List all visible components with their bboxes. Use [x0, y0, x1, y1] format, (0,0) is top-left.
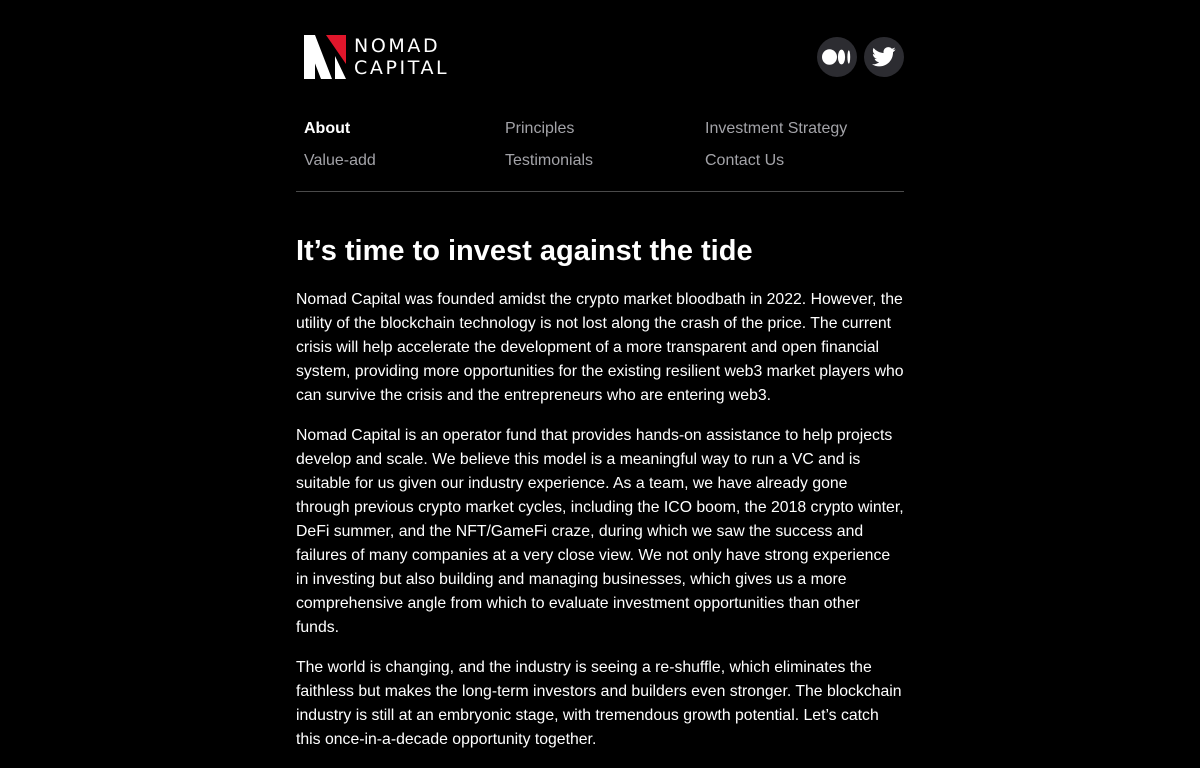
logo-mark-icon [304, 35, 346, 79]
social-links [817, 37, 904, 77]
paragraph-1: Nomad Capital was founded amidst the crypto market bloodbath in 2022. However, the utility of the blockchain technology is not lost along the crash of the price. The current crisis will help accelerate the development of a more transparent and open financial system, providing more opportunities for the existing resilient web3 market players who can survive the crisis and the entrepreneurs who are entering web3. [296, 291, 904, 404]
twitter-icon [872, 47, 896, 67]
nav-item-about[interactable]: About [304, 120, 351, 137]
main-nav [304, 118, 904, 172]
nav-item-value-add[interactable]: Value-add [304, 152, 376, 169]
brand-name-line1: NOMAD [354, 35, 441, 57]
nav-divider [296, 191, 904, 192]
paragraph-2: Nomad Capital is an operator fund that provides hands-on assistance to help projects develop and scale. We believe this model is a meaningful way to run a VC and is suitable for us given our industry experience. As a team, we have already gone through previous crypto market cycles, including the ICO boom, the 2018 crypto winter, DeFi summer, and the NFT/GameFi craze, during which we saw the success and failures of many companies at a very close view. We not only have strong experience in investing but also building and managing businesses, which gives us a more comprehensive angle from which to evaluate investment opportunities than other funds. [296, 427, 904, 636]
twitter-button[interactable] [864, 37, 904, 77]
brand-name-line2: CAPITAL [354, 57, 450, 79]
paragraph-3: The world is changing, and the industry is seeing a re-shuffle, which eliminates the faithless but makes the long-term investors and builders even stronger. The blockchain industry is still at an embryonic stage, with tremendous growth potential. Let’s catch this once-in-a-decade opportunity together. [296, 659, 902, 748]
nav-item-testimonials[interactable]: Testimonials [505, 152, 594, 169]
nav-item-contact-us[interactable]: Contact Us [705, 152, 785, 169]
medium-icon [822, 49, 852, 65]
medium-button[interactable] [817, 37, 857, 77]
nav-item-principles[interactable]: Principles [505, 120, 575, 137]
nav-item-investment-strategy[interactable]: Investment Strategy [705, 120, 848, 137]
site-header [296, 0, 904, 110]
page-title: It’s time to invest against the tide [296, 235, 753, 267]
about-section [296, 232, 904, 768]
brand-logo[interactable] [304, 35, 449, 79]
page-container [296, 0, 904, 748]
brand-name [354, 35, 449, 79]
